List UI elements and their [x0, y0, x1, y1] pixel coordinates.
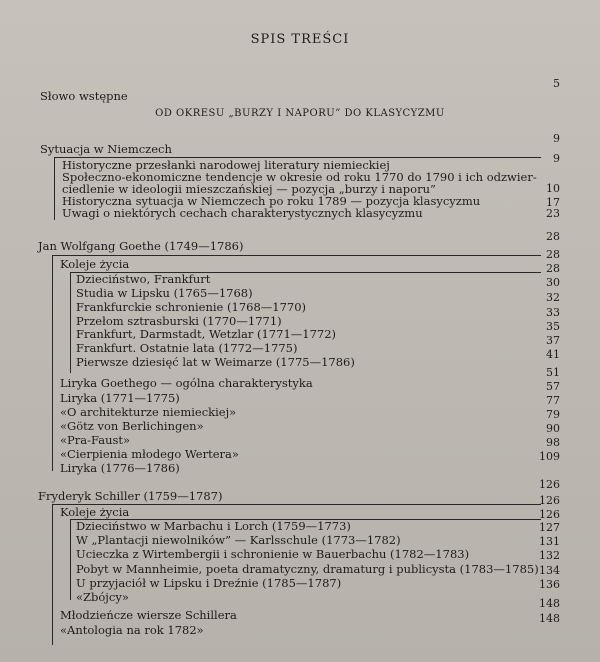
toc-page: 126: [539, 508, 560, 521]
toc-entry: Uwagi o niektórych cechach charakterystycznych klasycyzmu: [62, 206, 423, 220]
toc-page: 9: [553, 152, 560, 165]
toc-page: 32: [546, 291, 560, 304]
toc-entry: Frankfurt, Darmstadt, Wetzlar (1771—1772): [76, 327, 337, 341]
toc-entry: «Pra-Faust»: [60, 433, 131, 447]
toc-page: 37: [546, 334, 560, 347]
page-title: SPIS TREŚCI: [250, 32, 350, 47]
toc-page: 132: [539, 549, 560, 562]
toc-page-chapter3: 126: [539, 478, 560, 491]
toc-page: 109: [539, 450, 560, 463]
toc-entry: Frankfurt. Ostatnie lata (1772—1775): [76, 341, 298, 355]
toc-page: 131: [539, 535, 560, 548]
toc-entry: ciedlenie w ideologii mieszczańskiej — pozycja „burzy i naporu”: [62, 182, 436, 196]
toc-page: 126: [539, 494, 560, 507]
toc-entry-chapter1: Sytuacja w Niemczech: [40, 142, 172, 156]
toc-page: 148: [539, 597, 560, 610]
toc-section-goethe-life: Koleje życia: [60, 257, 130, 271]
toc-page: 17: [546, 196, 560, 209]
toc-page: 79: [546, 408, 560, 421]
toc-page: 41: [546, 348, 560, 361]
toc-entry: Dzieciństwo w Marbachu i Lorch (1759—1773): [76, 519, 351, 533]
toc-page: 28: [546, 248, 560, 261]
toc-entry: «O architekturze niemieckiej»: [60, 405, 237, 419]
toc-page: 51: [546, 366, 560, 379]
toc-entry: «Antologia na rok 1782»: [60, 623, 204, 637]
toc-entry: Dzieciństwo, Frankfurt: [76, 272, 211, 286]
toc-entry: Przełom sztrasburski (1770—1771): [76, 314, 282, 328]
toc-entry: Ucieczka z Wirtembergii i schronienie w Bauerbachu (1782—1783): [76, 547, 470, 561]
toc-section-goethe-lyric: Liryka Goethego — ogólna charakterystyka: [60, 376, 313, 390]
toc-page: 35: [546, 320, 560, 333]
toc-entry: Studia w Lipsku (1765—1768): [76, 286, 253, 300]
toc-entry: «Zbójcy»: [76, 590, 129, 604]
toc-page: 28: [546, 262, 560, 275]
toc-page-chapter2: 28: [546, 230, 560, 243]
toc-entry: «Götz von Berlichingen»: [60, 419, 204, 433]
toc-page: 134: [539, 564, 560, 577]
toc-page: 23: [546, 207, 560, 220]
toc-page: 33: [546, 306, 560, 319]
toc-page: 10: [546, 182, 560, 195]
toc-entry: Frankfurckie schronienie (1768—1770): [76, 300, 307, 314]
toc-entry: Pobyt w Mannheimie, poeta dramatyczny, dramaturg i publicysta (1783—1785): [76, 562, 539, 576]
toc-page: 57: [546, 380, 560, 393]
toc-entry: Społeczno-ekonomiczne tendencje w okresie od roku 1770 do 1790 i ich odzwier-: [62, 170, 537, 184]
toc-entry: Historyczna sytuacja w Niemczech po roku 1789 — pozycja klasycyzmu: [62, 194, 481, 208]
toc-page-intro: 5: [553, 77, 560, 90]
toc-page: 30: [546, 276, 560, 289]
toc-entry-chapter3: Fryderyk Schiller (1759—1787): [38, 489, 223, 503]
toc-entry-chapter2: Jan Wolfgang Goethe (1749—1786): [38, 239, 244, 253]
toc-page: 127: [539, 521, 560, 534]
toc-page: 77: [546, 394, 560, 407]
toc-page: 98: [546, 436, 560, 449]
toc-page: 136: [539, 578, 560, 591]
part-heading: OD OKRESU „BURZY I NAPORU” DO KLASYCYZMU: [155, 108, 445, 119]
toc-entry: U przyjaciół w Lipsku i Dreźnie (1785—1787): [76, 576, 342, 590]
toc-entry: Pierwsze dziesięć lat w Weimarze (1775—1786): [76, 355, 355, 369]
toc-section-schiller-life: Koleje życia: [60, 505, 130, 519]
toc-entry-intro: Słowo wstępne: [40, 89, 128, 103]
toc-entry: Historyczne przesłanki narodowej literatury niemieckiej: [62, 158, 390, 172]
toc-entry: Liryka (1776—1786): [60, 461, 180, 475]
toc-page: 148: [539, 612, 560, 625]
toc-entry: «Cierpienia młodego Wertera»: [60, 447, 239, 461]
toc-entry: W „Plantacji niewolników” — Karlsschule (1773—1782): [76, 533, 401, 547]
toc-page-chapter1: 9: [553, 132, 560, 145]
toc-entry: Liryka (1771—1775): [60, 391, 180, 405]
toc-page: 90: [546, 422, 560, 435]
toc-section-schiller-poems: Młodzieńcze wiersze Schillera: [60, 608, 237, 622]
